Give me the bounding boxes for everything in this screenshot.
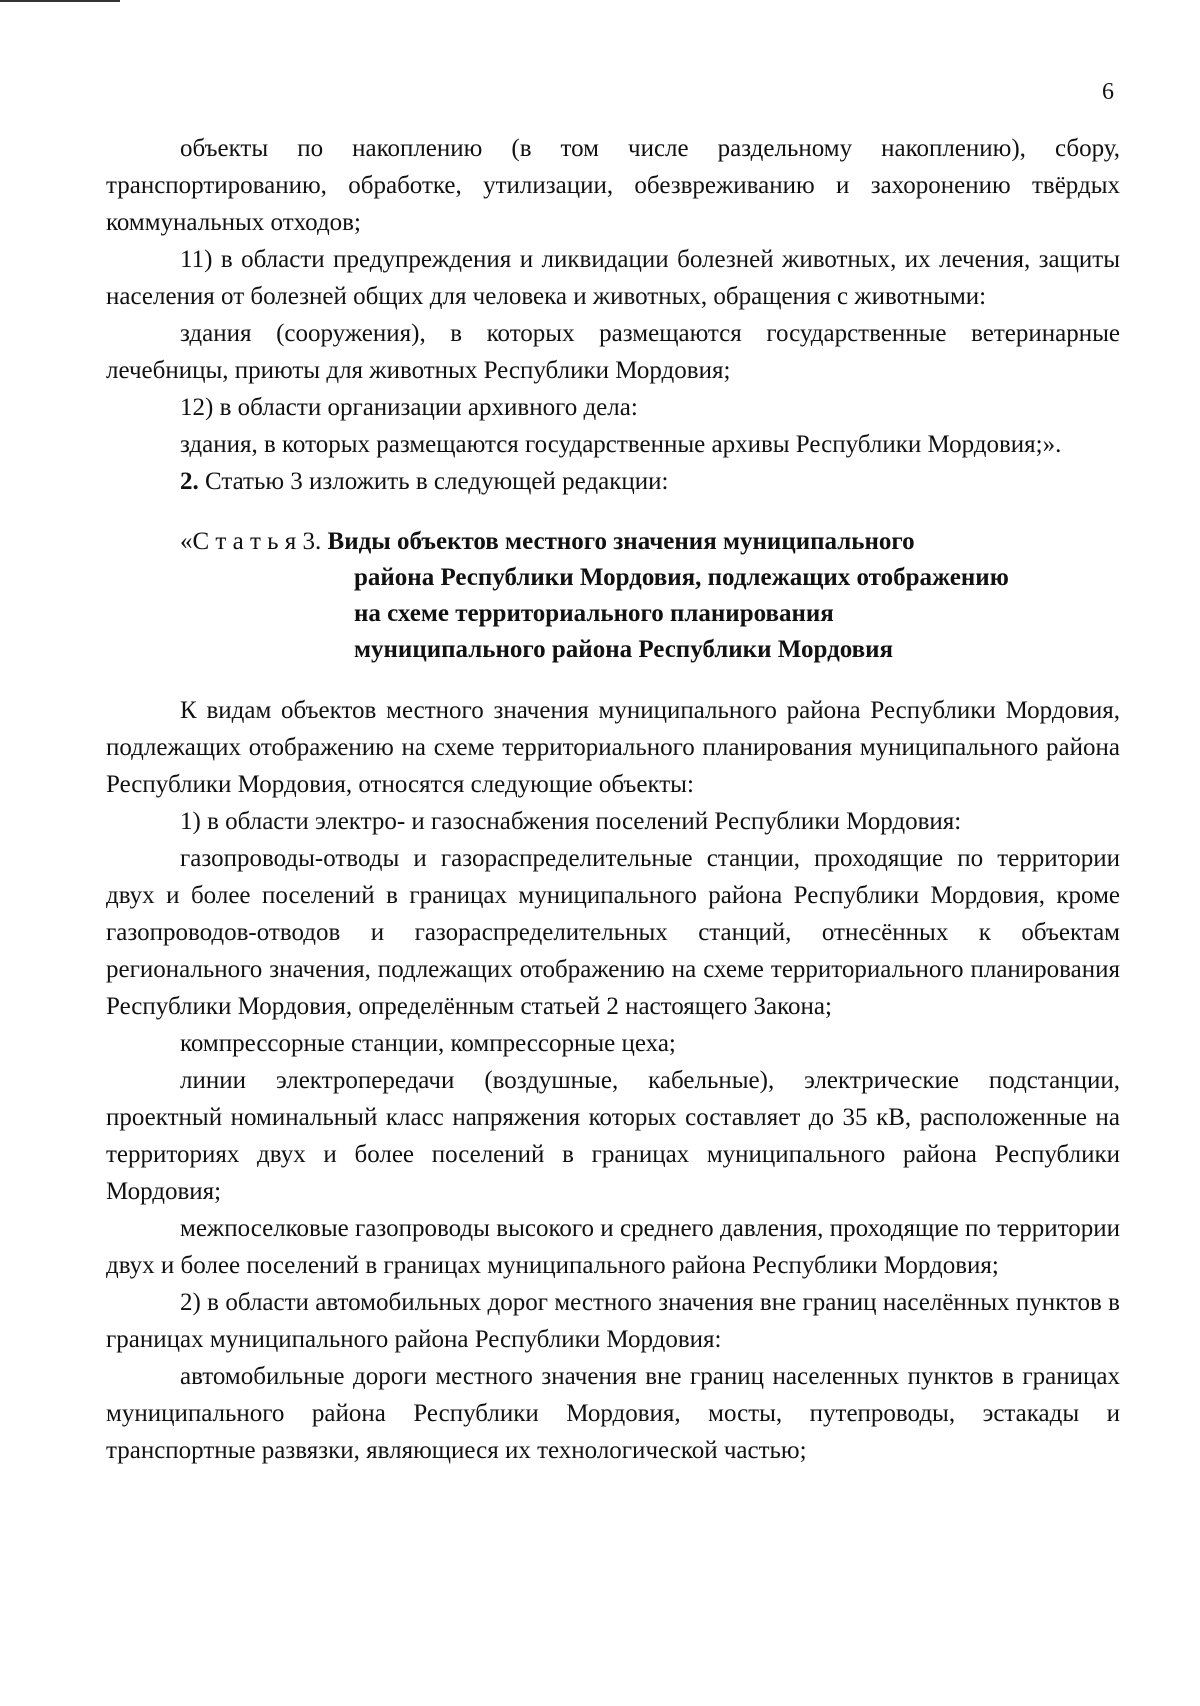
scan-edge-rule — [0, 0, 120, 2]
paragraph-item-12: 12) в области организации архивного дела: — [180, 394, 638, 421]
article-prefix: «С т а т ь я 3. — [180, 528, 322, 555]
paragraph-compressor-stations: компрессорные станции, компрессорные цеха; — [180, 1030, 676, 1057]
article-heading-line-1 — [180, 524, 1120, 560]
article-title-line-2: района Республики Мордовия, подлежащих отображению — [354, 564, 1009, 591]
paragraph-power-lines: линии электропередачи (воздушные, кабельные), электрические подстанции, проектный номинальный класс напряжения которых составляет до 35 кВ, расположенные на территориях двух и более поселений в границах муниципального района Республики Мордовия; — [106, 1067, 1120, 1205]
article-title-line-4: муниципального района Республики Мордовия — [354, 636, 894, 663]
paragraph-item-2 — [106, 463, 1120, 500]
article-heading — [180, 524, 1120, 668]
paragraph-roads-bridges: автомобильные дороги местного значения вне границ населенных пунктов в границах муниципального района Республики Мордовия, мосты, путепроводы, эстакады и транспортные развязки, являющиеся их технологической частью; — [106, 1363, 1120, 1464]
article-title-line-3: на схеме территориального планирования — [354, 600, 834, 627]
paragraph-objects-waste: объекты по накоплению (в том числе раздельному накоплению), сбору, транспортированию, обработке, утилизации, обезвреживанию и захоронению твёрдых коммунальных отходов; — [106, 135, 1120, 236]
item-number: 2. — [180, 468, 199, 495]
paragraph-item-11: 11) в области предупреждения и ликвидации болезней животных, их лечения, защиты населения от болезней общих для человека и животных, обращения с животными: — [106, 246, 1120, 310]
document-body — [106, 130, 1120, 1469]
article-title-line-1: Виды объектов местного значения муниципального — [327, 528, 915, 555]
item-text: Статью 3 изложить в следующей редакции: — [205, 468, 669, 495]
paragraph-article-intro: К видам объектов местного значения муниципального района Республики Мордовия, подлежащих отображению на схеме территориального планирования муниципального района Республики Мордовия, относятся следующие объекты: — [106, 697, 1120, 798]
paragraph-archive-buildings: здания, в которых размещаются государственные архивы Республики Мордовия;». — [180, 431, 1062, 458]
paragraph-item-2-roads: 2) в области автомобильных дорог местного значения вне границ населённых пунктов в границах муниципального района Республики Мордовия: — [106, 1289, 1120, 1353]
page-number: 6 — [1102, 79, 1114, 105]
paragraph-intersettlement-gas: межпоселковые газопроводы высокого и среднего давления, проходящие по территории двух и более поселений в границах муниципального района Республики Мордовия; — [106, 1215, 1120, 1279]
paragraph-gas-pipelines: газопроводы-отводы и газораспределительные станции, проходящие по территории двух и более поселений в границах муниципального района Республики Мордовия, кроме газопроводов-отводов и газораспределительных станций, отнесённых к объектам регионального значения, подлежащих отображению на схеме территориального планирования Республики Мордовия, определённым статьей 2 настоящего Закона; — [106, 845, 1120, 1020]
paragraph-veterinary-buildings: здания (сооружения), в которых размещаются государственные ветеринарные лечебницы, приюты для животных Республики Мордовия; — [106, 320, 1120, 384]
paragraph-item-1-energy: 1) в области электро- и газоснабжения поселений Республики Мордовия: — [180, 808, 962, 835]
